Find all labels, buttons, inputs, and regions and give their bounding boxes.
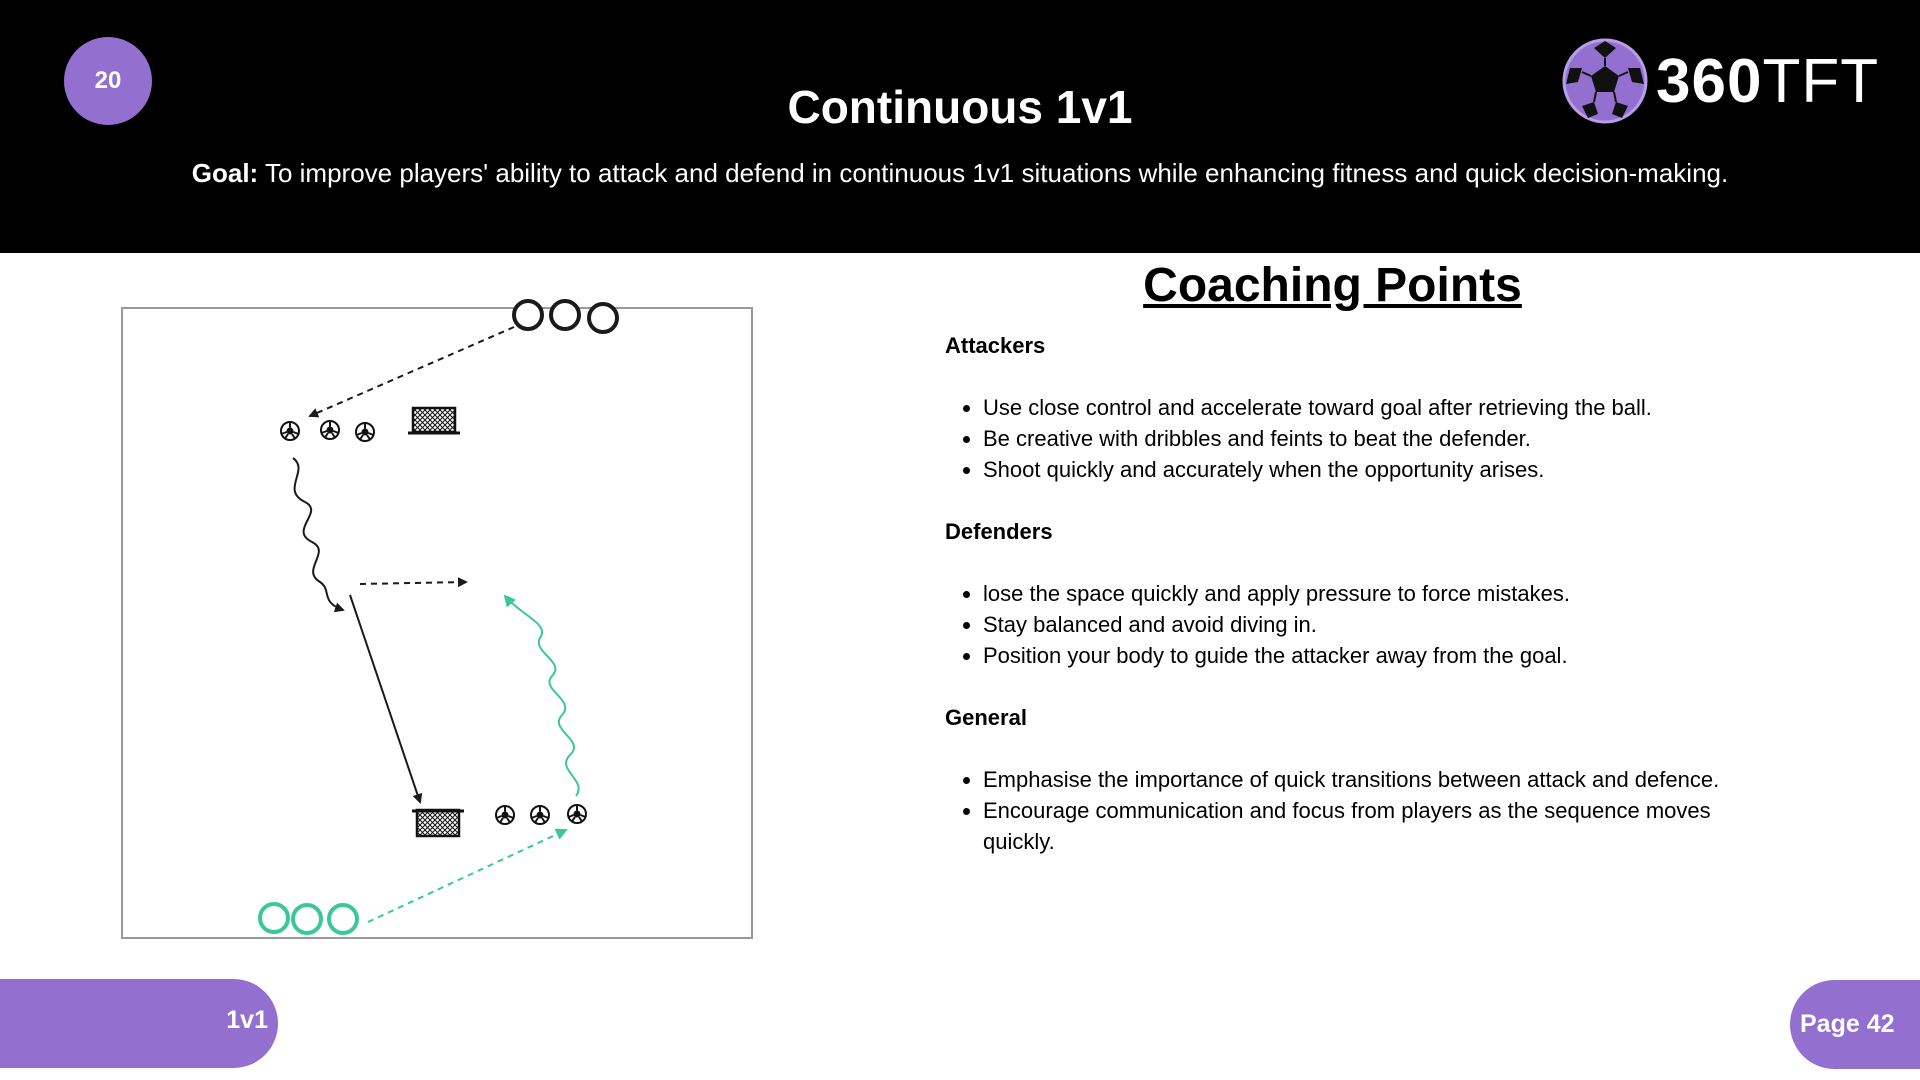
- balls-lower-group: [496, 805, 586, 824]
- list-item: • Shoot quickly and accurately when the opportunity arises.: [983, 454, 1725, 485]
- cones-top-group: [514, 301, 617, 332]
- list-item: • Encourage communication and focus from players as the sequence moves quickly.: [983, 795, 1725, 857]
- list-item: • Be creative with dribbles and feints to beat the defender.: [983, 423, 1725, 454]
- brand-name-regular: TFT: [1762, 46, 1880, 116]
- section-heading-defenders: Defenders: [945, 519, 1053, 544]
- section-heading-attackers: Attackers: [945, 333, 1046, 358]
- ball-icon: [568, 805, 586, 823]
- list-item: • Position your body to guide the attacker away from the goal.: [983, 640, 1725, 671]
- cone-top-3: [589, 304, 617, 332]
- ball-icon: [496, 806, 514, 824]
- balls-upper-group: [281, 421, 374, 441]
- coaching-points-body: [945, 330, 1725, 888]
- cone-top-1: [514, 301, 542, 329]
- coaching-points-title: Coaching Points: [1143, 259, 1522, 312]
- page-number: Page 42: [1800, 1010, 1895, 1038]
- drill-number: 20: [94, 67, 122, 94]
- page-title: Continuous 1v1: [787, 81, 1133, 133]
- section-heading-general: General: [945, 705, 1027, 730]
- attackers-list: [945, 392, 1725, 485]
- footer-category: 1v1: [226, 1006, 268, 1034]
- brand-name: [1656, 46, 1879, 117]
- list-item: • Use close control and accelerate toward goal after retrieving the ball.: [983, 392, 1725, 423]
- goal-text: To improve players' ability to attack and defend in continuous 1v1 situations while enhancing fitness and quick decision-making.: [258, 158, 1729, 188]
- goal-statement: [0, 158, 1920, 189]
- soccer-ball-icon: [1560, 36, 1650, 126]
- goal-lower: [412, 810, 464, 836]
- cone-bottom-3: [329, 905, 357, 933]
- list-item: • Emphasise the importance of quick transitions between attack and defence.: [983, 764, 1725, 795]
- list-item: • lose the space quickly and apply pressure to force mistakes.: [983, 578, 1725, 609]
- ball-icon: [321, 421, 339, 439]
- pitch-boundary: [122, 308, 752, 938]
- brand-name-bold: 360: [1656, 46, 1763, 116]
- goal-label: Goal:: [191, 158, 259, 188]
- cone-top-2: [551, 301, 579, 329]
- ball-icon: [356, 423, 374, 441]
- cone-bottom-1: [260, 904, 288, 932]
- brand-logo: [1560, 36, 1879, 126]
- footer-page-tab: [1790, 980, 1920, 1069]
- list-item: • Stay balanced and avoid diving in.: [983, 609, 1725, 640]
- defenders-list: [945, 578, 1725, 671]
- goal-upper: [408, 408, 460, 433]
- footer-category-tab: [0, 979, 278, 1068]
- header-bar: [0, 0, 1920, 253]
- drill-diagram: [100, 290, 780, 950]
- cones-bottom-group: [260, 904, 357, 933]
- cone-bottom-2: [293, 905, 321, 933]
- ball-icon: [281, 422, 299, 440]
- ball-icon: [531, 806, 549, 824]
- general-list: [945, 764, 1725, 857]
